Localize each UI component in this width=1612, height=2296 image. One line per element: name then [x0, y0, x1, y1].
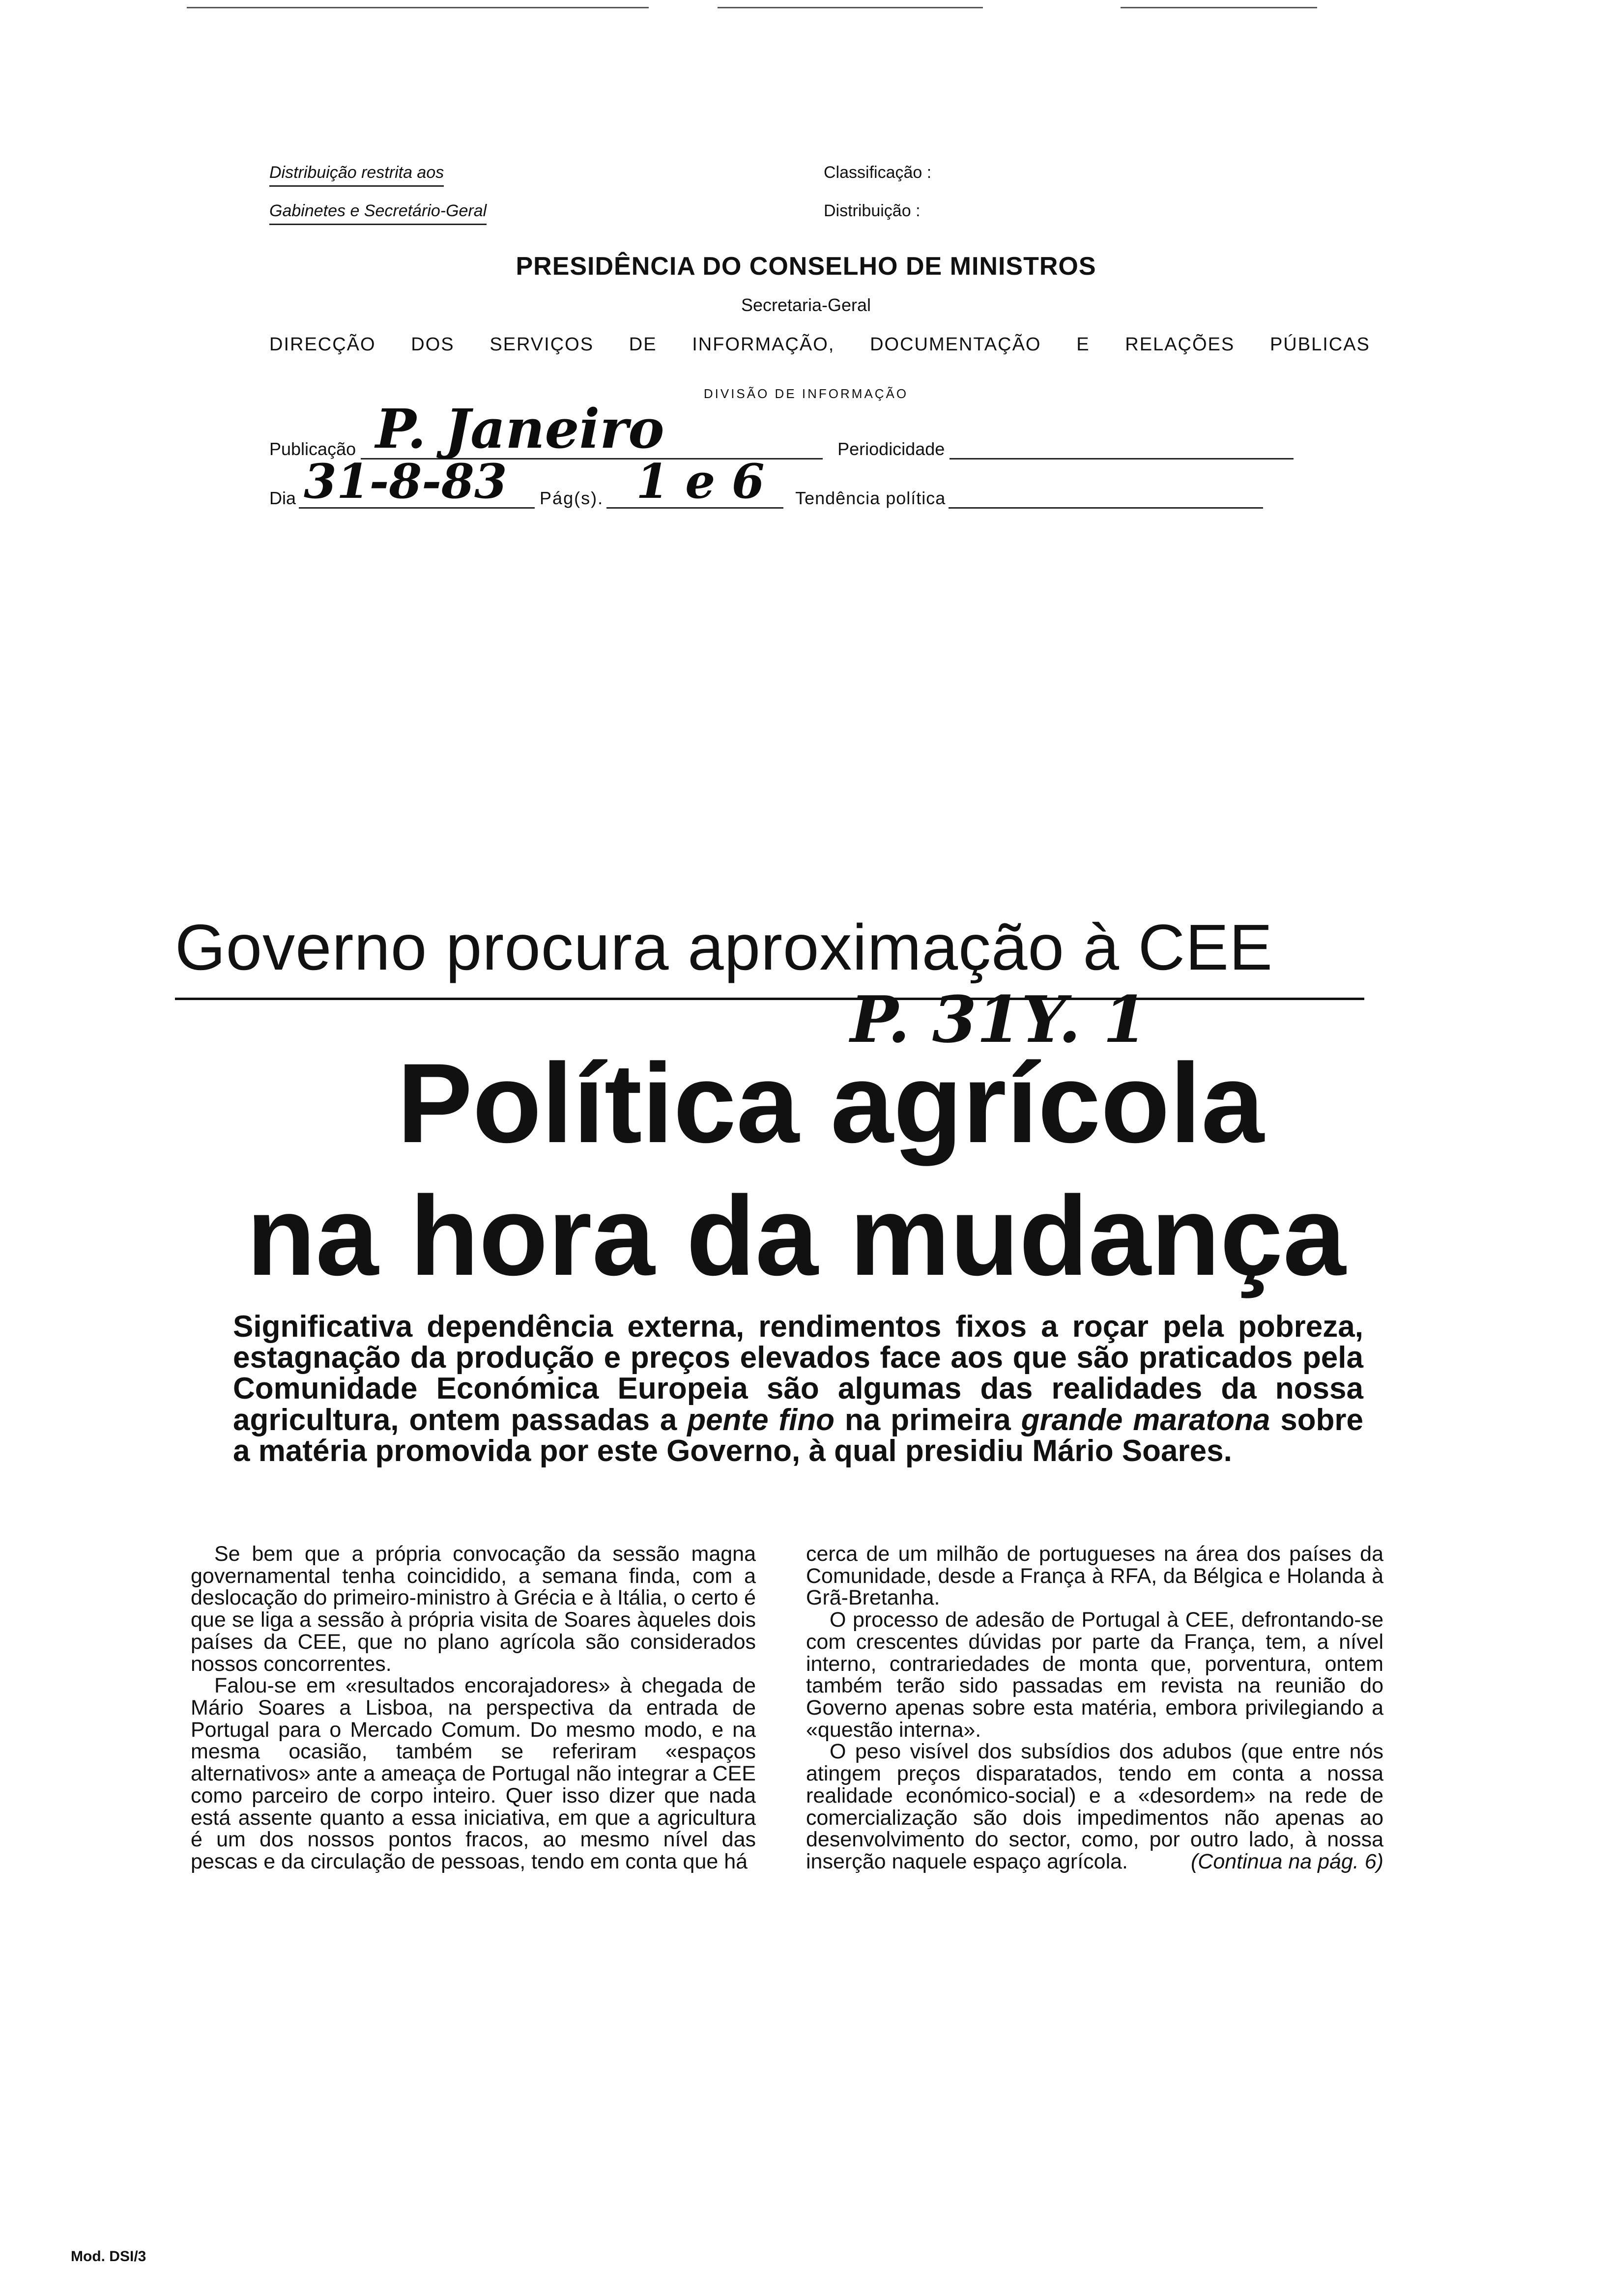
directorate-word: RELAÇÕES — [1125, 334, 1235, 355]
distribution-label: Distribuição : — [824, 201, 921, 220]
lead-paragraph: Significativa dependência externa, rendimentos fixos a roçar pela pobreza, estagnação da produção e preços elevados face aos que são praticados pela Comunidade Económica Europeia são algumas das realidades da nossa agricultura, ontem passadas a pente fino na primeira grande maratona sobre a matéria promovida por este Governo, à qual presidiu Mário Soares. — [233, 1310, 1364, 1468]
directorate-word: SERVIÇOS — [489, 334, 594, 355]
presidency-title: PRESIDÊNCIA DO CONSELHO DE MINISTROS — [516, 252, 1096, 281]
pages-label: Pág(s). — [540, 488, 604, 508]
article-column-2 — [806, 1543, 1383, 1873]
lead-emphasis: grande maratona — [1021, 1403, 1270, 1437]
article-lead — [233, 1311, 1363, 1466]
directorate-word: PÚBLICAS — [1269, 334, 1370, 355]
division-title: DIVISÃO DE INFORMAÇÃO — [703, 386, 909, 401]
column-paragraph: Se bem que a própria convocação da sessão magna governamental tenha coincidido, a semana finda, com a deslocação do primeiro-ministro à Grécia e à Itália, o certo é que se liga a sessão à própria visita de Soares àqueles dois países da CEE, que no plano agrícola são considerados nossos concorrentes. — [191, 1542, 756, 1676]
publication-handwriting: P. Janeiro — [375, 397, 664, 460]
column-paragraph: cerca de um milhão de portugueses na área dos países da Comunidade, desde a França à RFA, da Bélgica e Holanda à Grã-Bretanha. — [806, 1542, 1383, 1610]
pages-handwriting: 1 e 6 — [636, 454, 765, 509]
headline-line1: Política agrícola — [397, 1040, 1264, 1166]
continued-note: (Continua na pág. 6) — [1190, 1850, 1383, 1874]
scan-edge-line — [718, 7, 983, 8]
headline-line2: na hora da mudança — [246, 1173, 1346, 1299]
classification-label: Classificação : — [824, 163, 932, 182]
column-paragraph: O processo de adesão de Portugal à CEE, defrontando-se com crescentes dúvidas por parte da França, tem, a nível interno, contrariedades de monta que, porventura, ontem também terão sido passadas em revista na reunião do Governo apenas sobre esta matéria, embora privilegiando a «questão interna». — [806, 1608, 1383, 1742]
margin-annotation-handwriting: P. 31Y. 1 — [850, 982, 1148, 1057]
form-code: Mod. DSI/3 — [71, 2248, 146, 2265]
political-tendency-label: Tendência política — [795, 488, 946, 508]
day-label: Dia — [269, 488, 296, 508]
directorate-word: E — [1076, 334, 1090, 355]
article-column-1 — [191, 1543, 756, 1873]
pages-field — [606, 454, 783, 509]
directorate-title — [269, 334, 1370, 355]
political-tendency-field — [949, 482, 1263, 509]
day-handwriting: 31-8-83 — [304, 454, 507, 509]
lead-emphasis: pente fino — [687, 1403, 835, 1437]
restricted-distribution-line2: Gabinetes e Secretário-Geral — [269, 201, 487, 225]
column-paragraph: O peso visível dos subsídios dos adubos (que entre nós atingem preços disparatados, tendo em conta a nossa realidade económico-social) e a «desordem» na rede de comercialização são dois impedimentos não apenas ao desenvolvimento do sector, como, por outro lado, à nossa inserção naquele espaço agrícola. (Continua na pág. 6) — [806, 1740, 1383, 1874]
date-row — [269, 454, 1263, 509]
column-paragraph: Falou-se em «resultados encorajadores» à chegada de Mário Soares a Lisboa, na perspectiva da entrada de Portugal para o Mercado Comum. Do mesmo modo, e na mesma ocasião, também se referiram «espaços alternativos» ante a ameaça de Portugal não integrar a CEE como parceiro de corpo inteiro. Quer isso dizer que nada está assente quanto a essa iniciativa, em que a agricultura é um dos nossos pontos fracos, ao mesmo nível das pescas e da circulação de pessoas, tendo em conta que há — [191, 1674, 756, 1874]
directorate-word: DOS — [411, 334, 455, 355]
secretariat-title: Secretaria-Geral — [741, 295, 871, 315]
scan-edge-line — [187, 7, 649, 8]
day-field — [299, 454, 535, 509]
article-kicker: Governo procura aproximação à CEE — [175, 911, 1273, 983]
periodicity-label: Periodicidade — [837, 439, 945, 459]
kicker-rule — [175, 998, 1364, 1000]
directorate-word: DOCUMENTAÇÃO — [870, 334, 1041, 355]
directorate-word: INFORMAÇÃO, — [692, 334, 835, 355]
directorate-word: DE — [629, 334, 657, 355]
periodicity-field — [950, 432, 1294, 459]
publication-label: Publicação — [269, 439, 356, 459]
scan-edge-line — [1121, 7, 1317, 8]
directorate-word: DIRECÇÃO — [269, 334, 376, 355]
restricted-distribution-line1: Distribuição restrita aos — [269, 163, 444, 187]
